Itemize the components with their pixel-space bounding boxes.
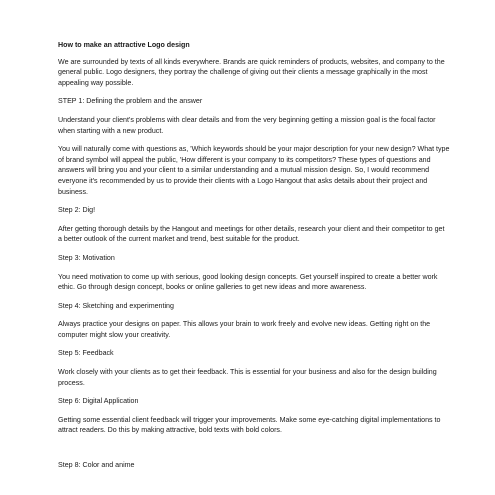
step5-heading: Step 5: Feedback xyxy=(58,349,114,358)
step4-paragraph: Always practice your designs on paper. This allows your brain to work freely and evolve new ideas. Getting right on the computer might slow your creativity. xyxy=(58,320,431,339)
step2-heading: Step 2: Dig! xyxy=(58,206,96,215)
step6-paragraph: Getting some essential client feedback will trigger your improvements. Make some eye-catching digital implementations to attract readers. Do this by making attractive, bold texts with bold colors. xyxy=(58,415,441,435)
step6-heading: Step 6: Digital Application xyxy=(58,397,139,406)
step1-paragraph-1: Understand your client's problems with clear details and from the very beginning getting a mission goal is the focal factor when starting with a new product. xyxy=(58,115,436,135)
step1-paragraph-2: You will naturally come with questions as, 'Which keywords should be your major description for your new design? What type of brand symbol will appeal the public, 'How different is your company to its competitors? These types of questions and answers will bring you and your client to a similar understanding and a mutual mission design. So, I would recommend everyone it's recommended by us to provide their clients with a Logo Hangout that asks details about their project and business. xyxy=(58,145,450,196)
document-title: How to make an attractive Logo design xyxy=(58,41,190,49)
step2-paragraph: After getting thorough details by the Hangout and meetings for other details, research your client and their competitor to get a better outlook of the current market and trend, best suitable for the product. xyxy=(58,224,445,244)
spacer xyxy=(58,444,450,460)
step5-paragraph: Work closely with your clients as to get their feedback. This is essential for your business and also for the design building process. xyxy=(58,368,437,387)
document-body xyxy=(58,40,450,479)
step1-heading: STEP 1: Defining the problem and the answer xyxy=(58,97,203,106)
step3-paragraph: You need motivation to come up with serious, good looking design concepts. Get yourself inspired to create a better work ethic. Go through design concept, books or online galleries to get new ideas and more awareness. xyxy=(58,272,438,292)
step8-heading: Step 8: Color and anime xyxy=(58,461,135,470)
step4-heading: Step 4: Sketching and experimenting xyxy=(58,301,174,310)
intro-paragraph: We are surrounded by texts of all kinds everywhere. Brands are quick reminders of products, websites, and company to the general public. Logo designers, they portray the challenge of giving out their clients a message graphically in the most appealing way possible. xyxy=(58,57,445,87)
step3-heading: Step 3: Motivation xyxy=(58,253,115,262)
